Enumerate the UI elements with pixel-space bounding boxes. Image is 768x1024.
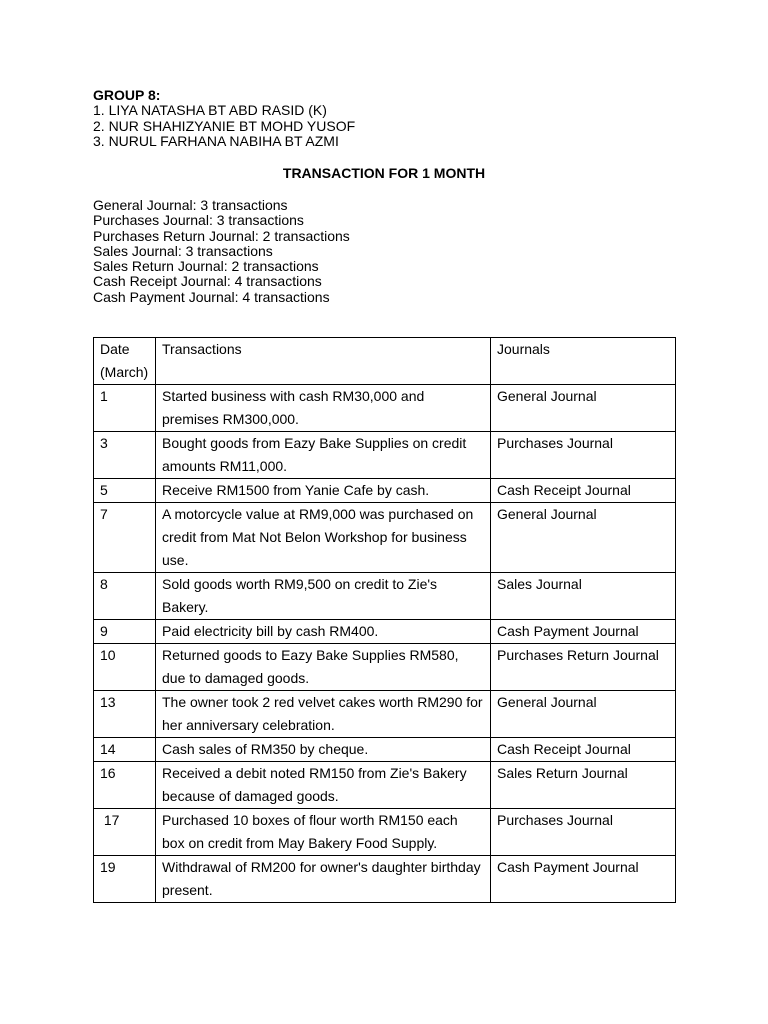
journal-summary	[93, 198, 350, 305]
row-date: 17	[94, 809, 156, 856]
row-date: 5	[94, 479, 156, 503]
row-transaction: Returned goods to Eazy Bake Supplies RM580, due to damaged goods.	[156, 644, 491, 691]
row-journal: General Journal	[491, 503, 676, 573]
row-date: 3	[94, 432, 156, 479]
row-transaction: Sold goods worth RM9,500 on credit to Zie's Bakery.	[156, 573, 491, 620]
header-date-label: Date	[100, 341, 130, 357]
table-row	[94, 856, 676, 903]
row-journal: Cash Payment Journal	[491, 620, 676, 644]
group-member: 2. NUR SHAHIZYANIE BT MOHD YUSOF	[93, 117, 356, 134]
table-row	[94, 762, 676, 809]
header-journals: Journals	[491, 338, 676, 385]
row-date: 1	[94, 385, 156, 432]
header-transactions: Transactions	[156, 338, 491, 385]
row-transaction: Started business with cash RM30,000 and premises RM300,000.	[156, 385, 491, 432]
row-journal: General Journal	[491, 691, 676, 738]
table-header-row	[94, 338, 676, 385]
row-transaction: Received a debit noted RM150 from Zie's Bakery because of damaged goods.	[156, 762, 491, 809]
table-row	[94, 385, 676, 432]
table-body	[94, 385, 676, 903]
row-date: 14	[94, 738, 156, 762]
summary-line: Purchases Return Journal: 2 transactions	[93, 227, 350, 244]
table-row	[94, 644, 676, 691]
row-date: 10	[94, 644, 156, 691]
row-transaction: Withdrawal of RM200 for owner's daughter birthday present.	[156, 856, 491, 903]
document-title: TRANSACTION FOR 1 MONTH	[282, 165, 486, 181]
table-row	[94, 620, 676, 644]
summary-line: Sales Return Journal: 2 transactions	[93, 258, 319, 275]
table-row	[94, 809, 676, 856]
row-date: 7	[94, 503, 156, 573]
table-row	[94, 738, 676, 762]
group-member: 1. LIYA NATASHA BT ABD RASID (K)	[93, 102, 327, 119]
row-journal: Sales Journal	[491, 573, 676, 620]
row-journal: Sales Return Journal	[491, 762, 676, 809]
row-journal: Cash Receipt Journal	[491, 738, 676, 762]
table-row	[94, 503, 676, 573]
row-journal: General Journal	[491, 385, 676, 432]
row-date: 8	[94, 573, 156, 620]
row-journal: Purchases Journal	[491, 432, 676, 479]
summary-line: Cash Payment Journal: 4 transactions	[93, 288, 330, 305]
group-block	[93, 88, 355, 150]
row-transaction: Paid electricity bill by cash RM400.	[156, 620, 491, 644]
row-journal: Cash Receipt Journal	[491, 479, 676, 503]
table-row	[94, 432, 676, 479]
row-transaction: Cash sales of RM350 by cheque.	[156, 738, 491, 762]
row-date: 16	[94, 762, 156, 809]
header-date	[94, 338, 156, 385]
row-date: 19	[94, 856, 156, 903]
row-date: 9	[94, 620, 156, 644]
row-journal: Purchases Journal	[491, 809, 676, 856]
row-date: 13	[94, 691, 156, 738]
row-transaction: A motorcycle value at RM9,000 was purchased on credit from Mat Not Belon Workshop for business use.	[156, 503, 491, 573]
summary-line: Cash Receipt Journal: 4 transactions	[93, 273, 322, 290]
table-row	[94, 573, 676, 620]
table-row	[94, 691, 676, 738]
summary-line: Purchases Journal: 3 transactions	[93, 212, 304, 229]
table-row	[94, 479, 676, 503]
summary-line: Sales Journal: 3 transactions	[93, 242, 273, 259]
header-date-month: (March)	[100, 364, 149, 380]
row-transaction: Purchased 10 boxes of flour worth RM150 each box on credit from May Bakery Food Supply.	[156, 809, 491, 856]
row-transaction: The owner took 2 red velvet cakes worth RM290 for her anniversary celebration.	[156, 691, 491, 738]
transaction-table	[93, 337, 676, 903]
row-journal: Purchases Return Journal	[491, 644, 676, 691]
row-transaction: Receive RM1500 from Yanie Cafe by cash.	[156, 479, 491, 503]
summary-line: General Journal: 3 transactions	[93, 197, 288, 213]
row-journal: Cash Payment Journal	[491, 856, 676, 903]
group-member: 3. NURUL FARHANA NABIHA BT AZMI	[93, 133, 339, 150]
row-transaction: Bought goods from Eazy Bake Supplies on credit amounts RM11,000.	[156, 432, 491, 479]
group-title: GROUP 8:	[93, 87, 161, 103]
